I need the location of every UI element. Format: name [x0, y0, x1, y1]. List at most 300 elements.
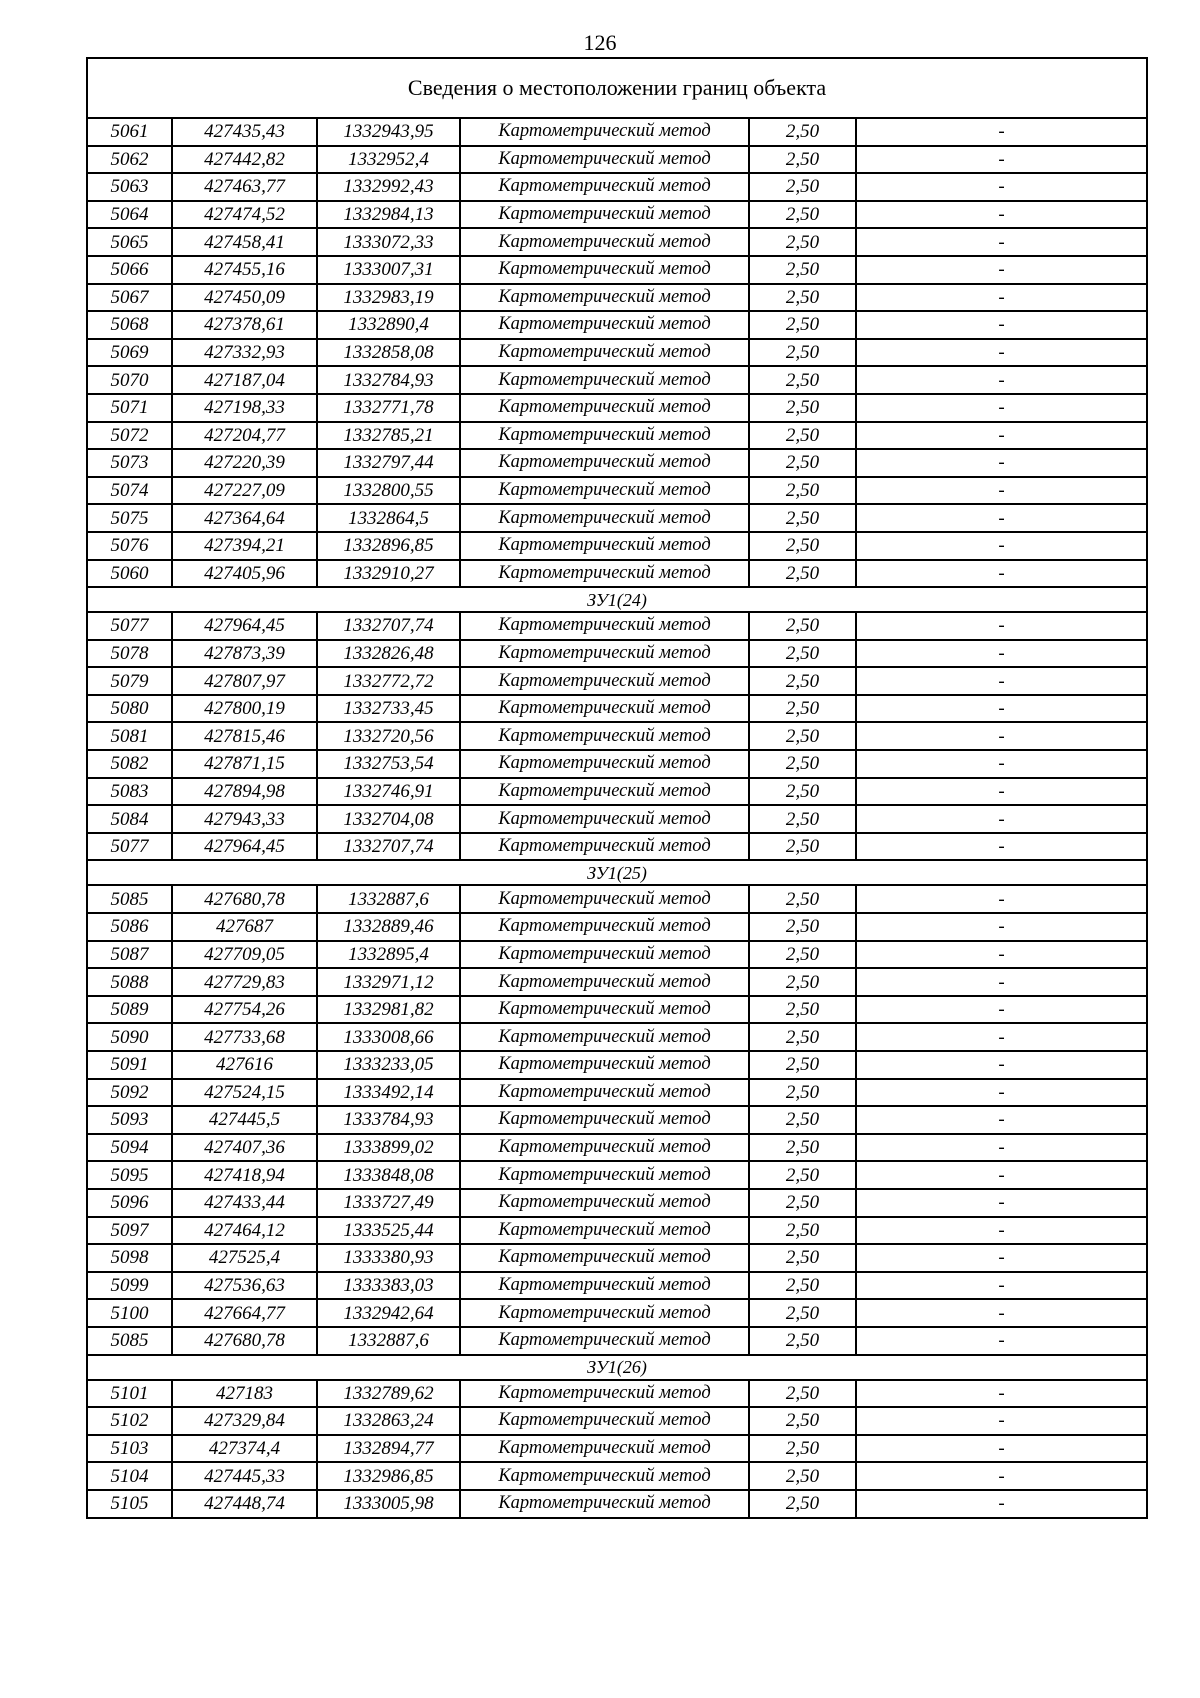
table-row	[87, 1435, 1147, 1463]
method-cell: Картометрический метод	[460, 778, 749, 806]
point-number-cell: 5097	[87, 1217, 172, 1245]
x-coordinate-cell: 427463,77	[172, 173, 317, 201]
description-cell: -	[856, 201, 1147, 229]
accuracy-cell: 2,50	[749, 1161, 856, 1189]
table-row	[87, 1380, 1147, 1408]
method-cell: Картометрический метод	[460, 1244, 749, 1272]
y-coordinate-cell: 1332789,62	[317, 1380, 460, 1408]
y-coordinate-cell: 1332896,85	[317, 532, 460, 560]
point-number-cell: 5085	[87, 1327, 172, 1355]
method-cell: Картометрический метод	[460, 201, 749, 229]
method-cell: Картометрический метод	[460, 833, 749, 861]
table-row	[87, 1106, 1147, 1134]
point-number-cell: 5079	[87, 667, 172, 695]
accuracy-cell: 2,50	[749, 968, 856, 996]
x-coordinate-cell: 427220,39	[172, 449, 317, 477]
method-cell: Картометрический метод	[460, 1217, 749, 1245]
description-cell: -	[856, 339, 1147, 367]
accuracy-cell: 2,50	[749, 284, 856, 312]
y-coordinate-cell: 1332733,45	[317, 695, 460, 723]
table-row	[87, 750, 1147, 778]
x-coordinate-cell: 427442,82	[172, 146, 317, 174]
description-cell: -	[856, 1407, 1147, 1435]
y-coordinate-cell: 1332707,74	[317, 833, 460, 861]
y-coordinate-cell: 1332981,82	[317, 996, 460, 1024]
x-coordinate-cell: 427418,94	[172, 1161, 317, 1189]
accuracy-cell: 2,50	[749, 640, 856, 668]
accuracy-cell: 2,50	[749, 1380, 856, 1408]
accuracy-cell: 2,50	[749, 1106, 856, 1134]
point-number-cell: 5067	[87, 284, 172, 312]
description-cell: -	[856, 1023, 1147, 1051]
accuracy-cell: 2,50	[749, 394, 856, 422]
x-coordinate-cell: 427458,41	[172, 228, 317, 256]
table-row	[87, 695, 1147, 723]
description-cell: -	[856, 477, 1147, 505]
y-coordinate-cell: 1332952,4	[317, 146, 460, 174]
point-number-cell: 5085	[87, 885, 172, 913]
table-row	[87, 366, 1147, 394]
table-row	[87, 1161, 1147, 1189]
y-coordinate-cell: 1332753,54	[317, 750, 460, 778]
method-cell: Картометрический метод	[460, 339, 749, 367]
description-cell: -	[856, 778, 1147, 806]
x-coordinate-cell: 427374,4	[172, 1435, 317, 1463]
table-row	[87, 339, 1147, 367]
table-row	[87, 968, 1147, 996]
accuracy-cell: 2,50	[749, 1299, 856, 1327]
accuracy-cell: 2,50	[749, 913, 856, 941]
table-row	[87, 913, 1147, 941]
description-cell: -	[856, 1106, 1147, 1134]
point-number-cell: 5086	[87, 913, 172, 941]
y-coordinate-cell: 1332772,72	[317, 667, 460, 695]
accuracy-cell: 2,50	[749, 833, 856, 861]
table-row	[87, 1299, 1147, 1327]
point-number-cell: 5087	[87, 941, 172, 969]
description-cell: -	[856, 612, 1147, 640]
method-cell: Картометрический метод	[460, 1272, 749, 1300]
table-row	[87, 1217, 1147, 1245]
description-cell: -	[856, 941, 1147, 969]
point-number-cell: 5082	[87, 750, 172, 778]
description-cell: -	[856, 366, 1147, 394]
x-coordinate-cell: 427733,68	[172, 1023, 317, 1051]
x-coordinate-cell: 427807,97	[172, 667, 317, 695]
accuracy-cell: 2,50	[749, 805, 856, 833]
table-row	[87, 311, 1147, 339]
y-coordinate-cell: 1332704,08	[317, 805, 460, 833]
method-cell: Картометрический метод	[460, 1079, 749, 1107]
accuracy-cell: 2,50	[749, 477, 856, 505]
accuracy-cell: 2,50	[749, 1244, 856, 1272]
x-coordinate-cell: 427448,74	[172, 1490, 317, 1518]
table-row	[87, 640, 1147, 668]
y-coordinate-cell: 1332984,13	[317, 201, 460, 229]
point-number-cell: 5091	[87, 1051, 172, 1079]
description-cell: -	[856, 1134, 1147, 1162]
accuracy-cell: 2,50	[749, 228, 856, 256]
y-coordinate-cell: 1332889,46	[317, 913, 460, 941]
point-number-cell: 5071	[87, 394, 172, 422]
accuracy-cell: 2,50	[749, 1217, 856, 1245]
table-row	[87, 146, 1147, 174]
description-cell: -	[856, 560, 1147, 588]
x-coordinate-cell: 427405,96	[172, 560, 317, 588]
y-coordinate-cell: 1332746,91	[317, 778, 460, 806]
description-cell: -	[856, 256, 1147, 284]
table-row	[87, 1407, 1147, 1435]
y-coordinate-cell: 1332771,78	[317, 394, 460, 422]
method-cell: Картометрический метод	[460, 1189, 749, 1217]
x-coordinate-cell: 427332,93	[172, 339, 317, 367]
method-cell: Картометрический метод	[460, 256, 749, 284]
description-cell: -	[856, 1435, 1147, 1463]
accuracy-cell: 2,50	[749, 256, 856, 284]
accuracy-cell: 2,50	[749, 1272, 856, 1300]
y-coordinate-cell: 1333525,44	[317, 1217, 460, 1245]
accuracy-cell: 2,50	[749, 1023, 856, 1051]
description-cell: -	[856, 750, 1147, 778]
point-number-cell: 5104	[87, 1462, 172, 1490]
table-row	[87, 504, 1147, 532]
point-number-cell: 5065	[87, 228, 172, 256]
y-coordinate-cell: 1332894,77	[317, 1435, 460, 1463]
method-cell: Картометрический метод	[460, 913, 749, 941]
point-number-cell: 5093	[87, 1106, 172, 1134]
method-cell: Картометрический метод	[460, 477, 749, 505]
table-row	[87, 1462, 1147, 1490]
accuracy-cell: 2,50	[749, 422, 856, 450]
x-coordinate-cell: 427709,05	[172, 941, 317, 969]
y-coordinate-cell: 1332890,4	[317, 311, 460, 339]
accuracy-cell: 2,50	[749, 146, 856, 174]
x-coordinate-cell: 427664,77	[172, 1299, 317, 1327]
accuracy-cell: 2,50	[749, 778, 856, 806]
method-cell: Картометрический метод	[460, 532, 749, 560]
table-row	[87, 805, 1147, 833]
y-coordinate-cell: 1332720,56	[317, 722, 460, 750]
description-cell: -	[856, 532, 1147, 560]
x-coordinate-cell: 427873,39	[172, 640, 317, 668]
accuracy-cell: 2,50	[749, 311, 856, 339]
description-cell: -	[856, 1299, 1147, 1327]
y-coordinate-cell: 1333072,33	[317, 228, 460, 256]
method-cell: Картометрический метод	[460, 805, 749, 833]
description-cell: -	[856, 968, 1147, 996]
group-label: ЗУ1(26)	[87, 1355, 1147, 1380]
method-cell: Картометрический метод	[460, 284, 749, 312]
point-number-cell: 5099	[87, 1272, 172, 1300]
group-label: ЗУ1(24)	[87, 587, 1147, 612]
method-cell: Картометрический метод	[460, 449, 749, 477]
accuracy-cell: 2,50	[749, 1435, 856, 1463]
method-cell: Картометрический метод	[460, 885, 749, 913]
method-cell: Картометрический метод	[460, 722, 749, 750]
table-row	[87, 1051, 1147, 1079]
description-cell: -	[856, 996, 1147, 1024]
accuracy-cell: 2,50	[749, 1462, 856, 1490]
x-coordinate-cell: 427871,15	[172, 750, 317, 778]
point-number-cell: 5083	[87, 778, 172, 806]
table-row	[87, 722, 1147, 750]
point-number-cell: 5070	[87, 366, 172, 394]
method-cell: Картометрический метод	[460, 695, 749, 723]
y-coordinate-cell: 1332895,4	[317, 941, 460, 969]
group-header-row	[87, 860, 1147, 885]
x-coordinate-cell: 427445,5	[172, 1106, 317, 1134]
y-coordinate-cell: 1333383,03	[317, 1272, 460, 1300]
x-coordinate-cell: 427435,43	[172, 118, 317, 146]
description-cell: -	[856, 640, 1147, 668]
table-title-row	[87, 58, 1147, 118]
table-row	[87, 778, 1147, 806]
table-row	[87, 1272, 1147, 1300]
method-cell: Картометрический метод	[460, 228, 749, 256]
point-number-cell: 5066	[87, 256, 172, 284]
y-coordinate-cell: 1333784,93	[317, 1106, 460, 1134]
y-coordinate-cell: 1332784,93	[317, 366, 460, 394]
accuracy-cell: 2,50	[749, 504, 856, 532]
point-number-cell: 5077	[87, 833, 172, 861]
table-row	[87, 1244, 1147, 1272]
accuracy-cell: 2,50	[749, 366, 856, 394]
x-coordinate-cell: 427433,44	[172, 1189, 317, 1217]
x-coordinate-cell: 427378,61	[172, 311, 317, 339]
accuracy-cell: 2,50	[749, 1189, 856, 1217]
y-coordinate-cell: 1332887,6	[317, 885, 460, 913]
accuracy-cell: 2,50	[749, 722, 856, 750]
group-header-row	[87, 1355, 1147, 1380]
page-number: 126	[583, 30, 617, 55]
accuracy-cell: 2,50	[749, 612, 856, 640]
table-row	[87, 284, 1147, 312]
accuracy-cell: 2,50	[749, 885, 856, 913]
table-row	[87, 118, 1147, 146]
table-row	[87, 833, 1147, 861]
point-number-cell: 5094	[87, 1134, 172, 1162]
x-coordinate-cell: 427894,98	[172, 778, 317, 806]
x-coordinate-cell: 427525,4	[172, 1244, 317, 1272]
x-coordinate-cell: 427183	[172, 1380, 317, 1408]
x-coordinate-cell: 427616	[172, 1051, 317, 1079]
method-cell: Картометрический метод	[460, 612, 749, 640]
x-coordinate-cell: 427445,33	[172, 1462, 317, 1490]
y-coordinate-cell: 1332826,48	[317, 640, 460, 668]
point-number-cell: 5105	[87, 1490, 172, 1518]
accuracy-cell: 2,50	[749, 1407, 856, 1435]
y-coordinate-cell: 1332942,64	[317, 1299, 460, 1327]
x-coordinate-cell: 427680,78	[172, 1327, 317, 1355]
table-row	[87, 256, 1147, 284]
method-cell: Картометрический метод	[460, 1490, 749, 1518]
x-coordinate-cell: 427687	[172, 913, 317, 941]
accuracy-cell: 2,50	[749, 201, 856, 229]
description-cell: -	[856, 1051, 1147, 1079]
point-number-cell: 5081	[87, 722, 172, 750]
table-row	[87, 1327, 1147, 1355]
x-coordinate-cell: 427754,26	[172, 996, 317, 1024]
table-row	[87, 228, 1147, 256]
x-coordinate-cell: 427943,33	[172, 805, 317, 833]
table-body	[87, 58, 1147, 1518]
x-coordinate-cell: 427455,16	[172, 256, 317, 284]
method-cell: Картометрический метод	[460, 560, 749, 588]
point-number-cell: 5062	[87, 146, 172, 174]
point-number-cell: 5102	[87, 1407, 172, 1435]
description-cell: -	[856, 667, 1147, 695]
y-coordinate-cell: 1333727,49	[317, 1189, 460, 1217]
y-coordinate-cell: 1332910,27	[317, 560, 460, 588]
method-cell: Картометрический метод	[460, 1435, 749, 1463]
x-coordinate-cell: 427800,19	[172, 695, 317, 723]
point-number-cell: 5080	[87, 695, 172, 723]
method-cell: Картометрический метод	[460, 1023, 749, 1051]
description-cell: -	[856, 1327, 1147, 1355]
point-number-cell: 5063	[87, 173, 172, 201]
method-cell: Картометрический метод	[460, 1134, 749, 1162]
y-coordinate-cell: 1332864,5	[317, 504, 460, 532]
accuracy-cell: 2,50	[749, 449, 856, 477]
table-row	[87, 1023, 1147, 1051]
description-cell: -	[856, 118, 1147, 146]
description-cell: -	[856, 1079, 1147, 1107]
point-number-cell: 5061	[87, 118, 172, 146]
point-number-cell: 5096	[87, 1189, 172, 1217]
accuracy-cell: 2,50	[749, 532, 856, 560]
y-coordinate-cell: 1333007,31	[317, 256, 460, 284]
table-row	[87, 532, 1147, 560]
y-coordinate-cell: 1332800,55	[317, 477, 460, 505]
description-cell: -	[856, 885, 1147, 913]
accuracy-cell: 2,50	[749, 339, 856, 367]
accuracy-cell: 2,50	[749, 1134, 856, 1162]
y-coordinate-cell: 1333899,02	[317, 1134, 460, 1162]
x-coordinate-cell: 427964,45	[172, 612, 317, 640]
method-cell: Картометрический метод	[460, 1327, 749, 1355]
table-row	[87, 996, 1147, 1024]
method-cell: Картометрический метод	[460, 1299, 749, 1327]
table-row	[87, 173, 1147, 201]
description-cell: -	[856, 449, 1147, 477]
table-row	[87, 449, 1147, 477]
table-row	[87, 1079, 1147, 1107]
point-number-cell: 5068	[87, 311, 172, 339]
accuracy-cell: 2,50	[749, 1079, 856, 1107]
method-cell: Картометрический метод	[460, 1051, 749, 1079]
description-cell: -	[856, 1380, 1147, 1408]
point-number-cell: 5074	[87, 477, 172, 505]
point-number-cell: 5090	[87, 1023, 172, 1051]
point-number-cell: 5072	[87, 422, 172, 450]
y-coordinate-cell: 1332986,85	[317, 1462, 460, 1490]
method-cell: Картометрический метод	[460, 667, 749, 695]
table-row	[87, 201, 1147, 229]
method-cell: Картометрический метод	[460, 640, 749, 668]
method-cell: Картометрический метод	[460, 1380, 749, 1408]
x-coordinate-cell: 427394,21	[172, 532, 317, 560]
x-coordinate-cell: 427329,84	[172, 1407, 317, 1435]
point-number-cell: 5098	[87, 1244, 172, 1272]
description-cell: -	[856, 1189, 1147, 1217]
x-coordinate-cell: 427464,12	[172, 1217, 317, 1245]
description-cell: -	[856, 1217, 1147, 1245]
x-coordinate-cell: 427227,09	[172, 477, 317, 505]
y-coordinate-cell: 1332887,6	[317, 1327, 460, 1355]
point-number-cell: 5060	[87, 560, 172, 588]
method-cell: Картометрический метод	[460, 504, 749, 532]
boundary-coordinates-table	[86, 57, 1148, 1519]
y-coordinate-cell: 1333233,05	[317, 1051, 460, 1079]
group-header-row	[87, 587, 1147, 612]
method-cell: Картометрический метод	[460, 366, 749, 394]
method-cell: Картометрический метод	[460, 311, 749, 339]
x-coordinate-cell: 427198,33	[172, 394, 317, 422]
x-coordinate-cell: 427729,83	[172, 968, 317, 996]
method-cell: Картометрический метод	[460, 996, 749, 1024]
table-title: Сведения о местоположении границ объекта	[87, 58, 1147, 118]
method-cell: Картометрический метод	[460, 1407, 749, 1435]
accuracy-cell: 2,50	[749, 560, 856, 588]
description-cell: -	[856, 146, 1147, 174]
y-coordinate-cell: 1332863,24	[317, 1407, 460, 1435]
method-cell: Картометрический метод	[460, 146, 749, 174]
description-cell: -	[856, 913, 1147, 941]
description-cell: -	[856, 833, 1147, 861]
x-coordinate-cell: 427536,63	[172, 1272, 317, 1300]
x-coordinate-cell: 427364,64	[172, 504, 317, 532]
y-coordinate-cell: 1332707,74	[317, 612, 460, 640]
method-cell: Картометрический метод	[460, 422, 749, 450]
accuracy-cell: 2,50	[749, 1490, 856, 1518]
accuracy-cell: 2,50	[749, 118, 856, 146]
point-number-cell: 5073	[87, 449, 172, 477]
y-coordinate-cell: 1332983,19	[317, 284, 460, 312]
point-number-cell: 5069	[87, 339, 172, 367]
table-row	[87, 885, 1147, 913]
point-number-cell: 5103	[87, 1435, 172, 1463]
y-coordinate-cell: 1333380,93	[317, 1244, 460, 1272]
description-cell: -	[856, 1490, 1147, 1518]
description-cell: -	[856, 805, 1147, 833]
table-row	[87, 941, 1147, 969]
description-cell: -	[856, 422, 1147, 450]
accuracy-cell: 2,50	[749, 941, 856, 969]
description-cell: -	[856, 1462, 1147, 1490]
point-number-cell: 5092	[87, 1079, 172, 1107]
description-cell: -	[856, 311, 1147, 339]
table-row	[87, 612, 1147, 640]
x-coordinate-cell: 427187,04	[172, 366, 317, 394]
method-cell: Картометрический метод	[460, 118, 749, 146]
description-cell: -	[856, 284, 1147, 312]
y-coordinate-cell: 1332971,12	[317, 968, 460, 996]
point-number-cell: 5076	[87, 532, 172, 560]
point-number-cell: 5101	[87, 1380, 172, 1408]
point-number-cell: 5075	[87, 504, 172, 532]
y-coordinate-cell: 1332943,95	[317, 118, 460, 146]
y-coordinate-cell: 1332992,43	[317, 173, 460, 201]
x-coordinate-cell: 427964,45	[172, 833, 317, 861]
table-row	[87, 422, 1147, 450]
accuracy-cell: 2,50	[749, 695, 856, 723]
x-coordinate-cell: 427474,52	[172, 201, 317, 229]
description-cell: -	[856, 228, 1147, 256]
accuracy-cell: 2,50	[749, 667, 856, 695]
point-number-cell: 5088	[87, 968, 172, 996]
group-label: ЗУ1(25)	[87, 860, 1147, 885]
x-coordinate-cell: 427450,09	[172, 284, 317, 312]
